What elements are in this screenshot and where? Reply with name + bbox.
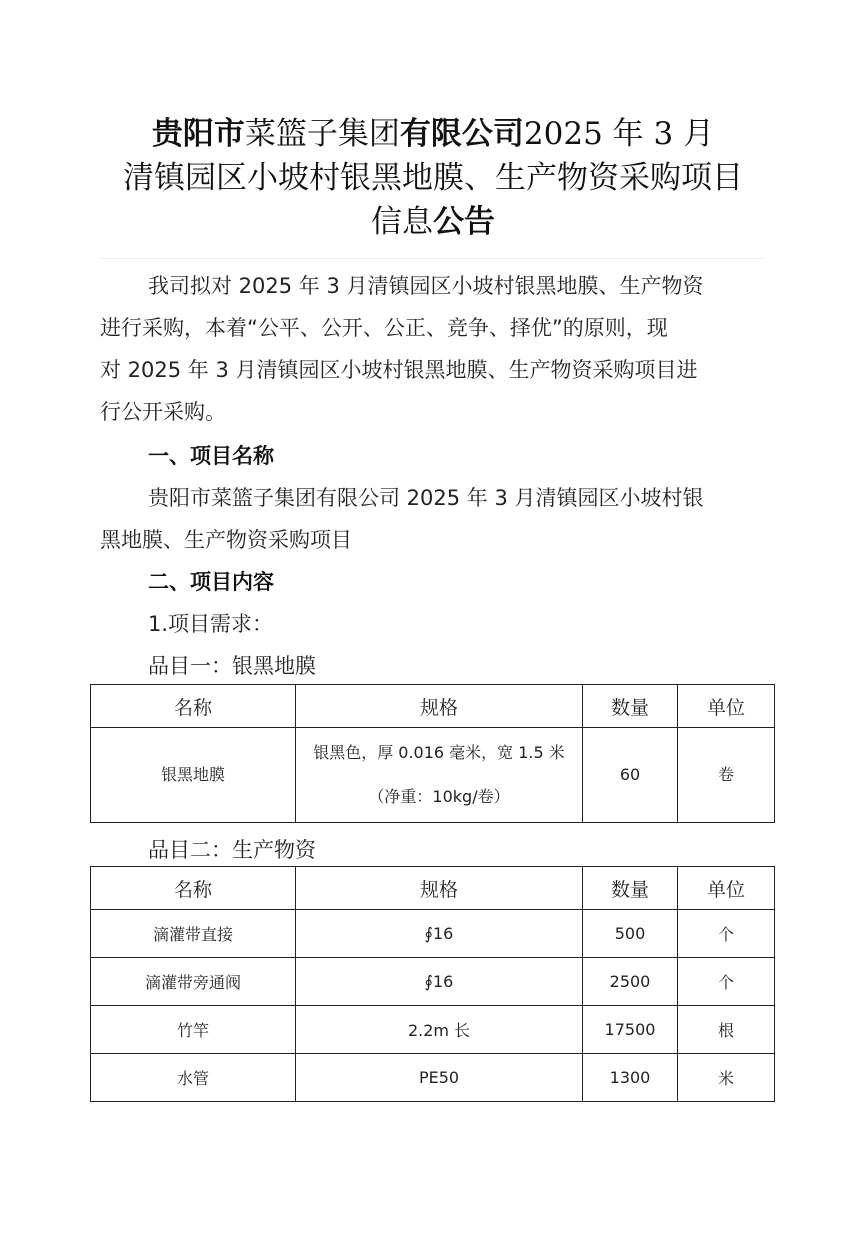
cell-qty: 1300 — [583, 1054, 678, 1102]
intro-line-2: 进行采购，本着“公平、公开、公正、竞争、择优”的原则，现 — [100, 316, 668, 340]
title-line-2: 清镇园区小坡村银黑地膜、生产物资采购项目 — [123, 160, 743, 196]
title-line-1: 贵阳市菜篮子集团有限公司2025 年 3 月 — [151, 116, 715, 152]
header-unit: 单位 — [678, 867, 775, 910]
spec-line-1: 银黑色，厚 0.016 毫米，宽 1.5 米 — [313, 743, 565, 762]
cell-unit: 根 — [678, 1006, 775, 1054]
table-row — [91, 958, 775, 1006]
cell-qty: 500 — [583, 910, 678, 958]
section-1-heading: 一、项目名称 — [148, 444, 274, 468]
cell-qty: 60 — [583, 728, 678, 823]
cell-unit: 卷 — [678, 728, 775, 823]
spec-line-2: （净重：10kg/卷） — [368, 787, 510, 806]
table-row — [91, 728, 775, 823]
header-qty: 数量 — [583, 685, 678, 728]
intro-line-1: 我司拟对 2025 年 3 月清镇园区小坡村银黑地膜、生产物资 — [148, 274, 704, 298]
header-name: 名称 — [91, 685, 296, 728]
table-header-row — [91, 867, 775, 910]
table-row — [91, 1006, 775, 1054]
cell-qty: 2500 — [583, 958, 678, 1006]
supplies-table — [90, 866, 775, 1102]
table-header-row — [91, 685, 775, 728]
section-1-line-2: 黑地膜、生产物资采购项目 — [100, 528, 352, 552]
cell-qty: 17500 — [583, 1006, 678, 1054]
cell-unit: 米 — [678, 1054, 775, 1102]
cell-unit: 个 — [678, 958, 775, 1006]
cell-unit: 个 — [678, 910, 775, 958]
title-divider — [100, 258, 766, 259]
header-unit: 单位 — [678, 685, 775, 728]
cell-name: 滴灌带直接 — [91, 910, 296, 958]
cell-spec: 2.2m 长 — [296, 1006, 583, 1054]
header-name: 名称 — [91, 867, 296, 910]
cell-spec — [296, 728, 583, 823]
intro-line-4: 行公开采购。 — [100, 400, 226, 424]
film-table — [90, 684, 775, 823]
cell-name: 竹竿 — [91, 1006, 296, 1054]
cell-spec: ∮16 — [296, 958, 583, 1006]
header-spec: 规格 — [296, 685, 583, 728]
cell-spec: PE50 — [296, 1054, 583, 1102]
item-1-label: 品目一：银黑地膜 — [148, 654, 316, 678]
cell-name: 水管 — [91, 1054, 296, 1102]
cell-name: 银黑地膜 — [91, 728, 296, 823]
announcement-title — [60, 112, 806, 244]
cell-name: 滴灌带旁通阀 — [91, 958, 296, 1006]
item-2-label: 品目二：生产物资 — [148, 838, 316, 862]
section-2-heading: 二、项目内容 — [148, 570, 274, 594]
section-1-line-1: 贵阳市菜篮子集团有限公司 2025 年 3 月清镇园区小坡村银 — [148, 486, 704, 510]
requirements-label: 1.项目需求： — [148, 612, 274, 636]
header-qty: 数量 — [583, 867, 678, 910]
header-spec: 规格 — [296, 867, 583, 910]
intro-line-3: 对 2025 年 3 月清镇园区小坡村银黑地膜、生产物资采购项目进 — [100, 358, 698, 382]
cell-spec: ∮16 — [296, 910, 583, 958]
table-row — [91, 910, 775, 958]
title-line-3: 信息公告 — [371, 204, 495, 240]
table-row — [91, 1054, 775, 1102]
